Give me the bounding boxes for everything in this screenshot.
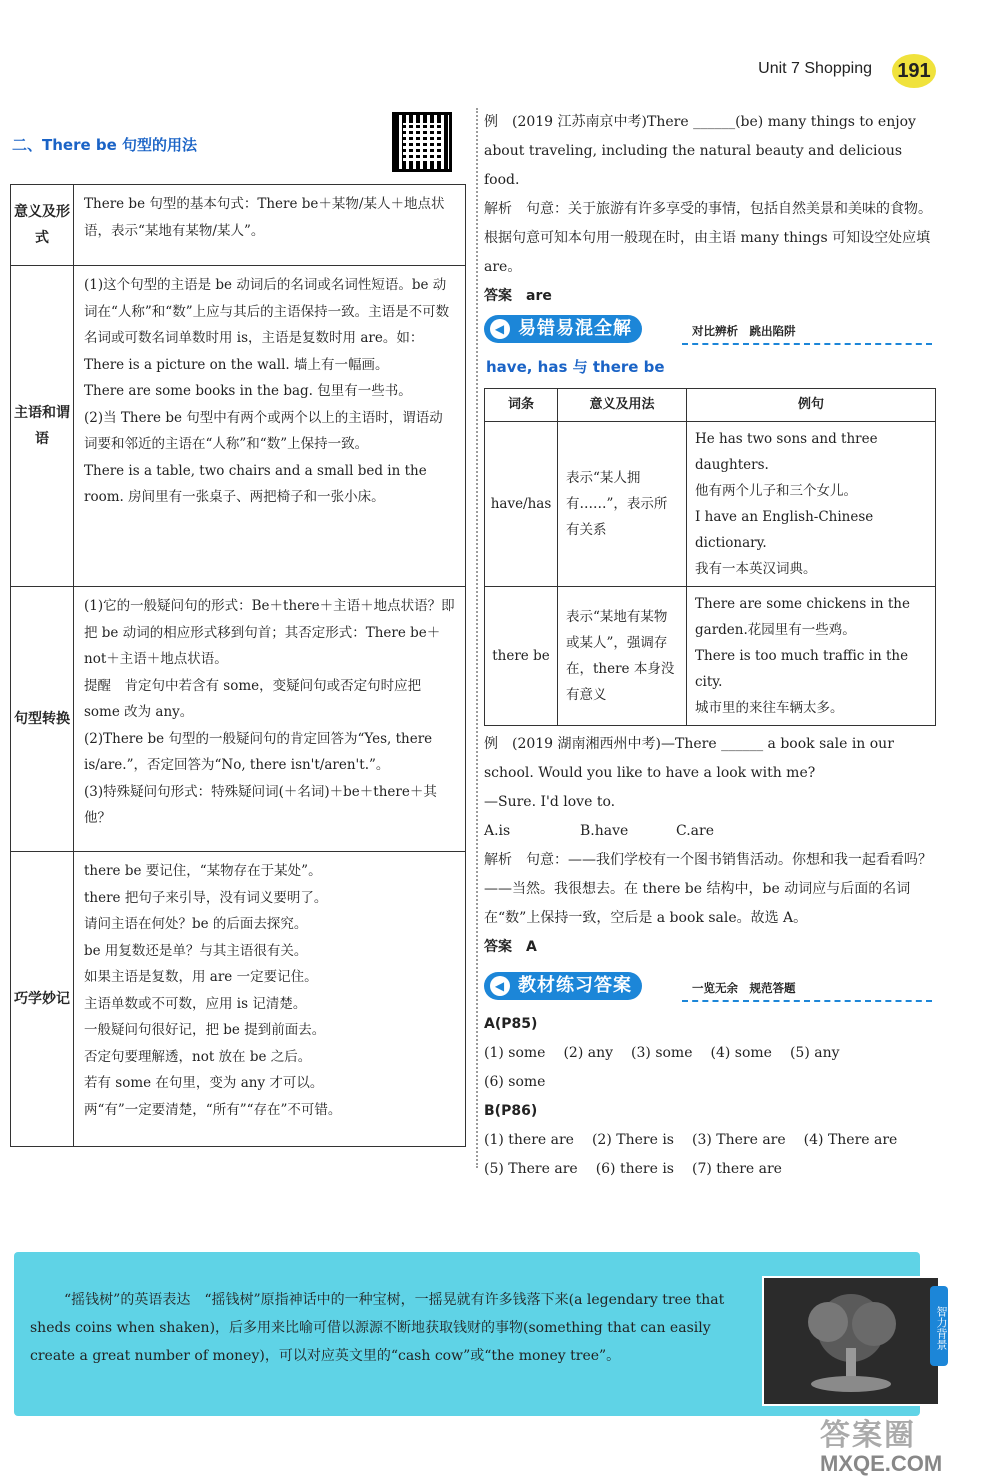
answer-item: (3) There are xyxy=(691,1132,786,1148)
example-reply: —Sure. I'd love to. xyxy=(484,794,616,810)
banner-textbook-answers xyxy=(484,972,932,1002)
row-content xyxy=(74,266,466,587)
example-answer: 答案 A xyxy=(484,939,537,955)
banner-subtitle: 对比辨析 跳出陷阱 xyxy=(692,324,796,338)
term-cell: there be xyxy=(485,587,558,726)
answers-b-title: B(P86) xyxy=(484,1103,538,1119)
table-row xyxy=(485,587,936,726)
qr-code-icon[interactable] xyxy=(392,112,452,172)
content-line: (1)它的一般疑问句的形式：Be＋there＋主语＋地点状语？即把 be 动词的相应形式移到句首；其否定形式：There be＋not＋主语＋地点状语。 xyxy=(84,598,455,667)
banner-subtitle: 一览无余 规范答题 xyxy=(692,981,796,995)
option: A.is xyxy=(484,823,511,839)
example-line: 城市里的来往车辆太多。 xyxy=(695,700,844,716)
table-row xyxy=(485,422,936,587)
table-header-row xyxy=(485,389,936,422)
answers-b-list xyxy=(484,1126,932,1184)
watermark-line: 答案圈 xyxy=(820,1419,916,1452)
content-line: There is a table, two chairs and a small bed in the room. 房间里有一张桌子、两把椅子和一张小床。 xyxy=(84,462,427,505)
answer-item: (4) There are xyxy=(803,1132,898,1148)
running-header: Unit 7 Shopping xyxy=(758,60,872,77)
banner-line xyxy=(682,343,932,345)
tip-text: “摇钱树”的英语表达 “摇钱树”原指神话中的一种宝树，一摇晃就有许多钱落下来(a legendary tree that sheds coins when shaken)，后多用来比喻可借以源源不断地获取钱财的事物(something that can easily create a great number of money)，可以对应英文里的“cash cow”或“the money tree”。 xyxy=(30,1292,725,1364)
answer-item: (4) some xyxy=(710,1045,772,1061)
right-column xyxy=(484,108,932,1184)
term-cell: have/has xyxy=(485,422,558,587)
answer-item: (5) There are xyxy=(484,1161,578,1177)
page-number: 191 xyxy=(892,54,936,88)
answer-item: (5) any xyxy=(789,1045,840,1061)
example-cell xyxy=(687,587,936,726)
row-content xyxy=(74,587,466,852)
row-content xyxy=(74,852,466,1147)
column-header: 例句 xyxy=(687,389,936,422)
answers-a-title: A(P85) xyxy=(484,1016,538,1032)
mic-icon: ◀ xyxy=(490,319,510,339)
answer-item: (2) any xyxy=(563,1045,614,1061)
content-line: 主语单数或不可数，应用 is 记清楚。 xyxy=(84,995,307,1012)
content-line: (1)这个句型的主语是 be 动词后的名词或名词性短语。be 动词在“人称”和“数”上应与其后的主语保持一致。主语是不可数名词或可数名词单数时用 is，主语是复数时用 are。如： xyxy=(84,277,450,346)
banner-title-text: 教材练习答案 xyxy=(518,975,632,996)
banner-title xyxy=(484,972,642,1000)
tip-box xyxy=(14,1252,920,1416)
content-line: 一般疑问句很好记，把 be 提到前面去。 xyxy=(84,1022,326,1038)
example-analysis: 解析 句意：关于旅游有许多享受的事情，包括自然美景和美味的食物。根据句意可知本句用一般现在时，由主语 many things 可知设空处应填 are。 xyxy=(484,201,932,275)
watermark-logo xyxy=(820,1420,990,1476)
content-line: There is a picture on the wall. 墙上有一幅画。 xyxy=(84,356,389,373)
answers-a-list xyxy=(484,1039,932,1097)
row-label: 巧学妙记 xyxy=(11,852,74,1147)
banner-title-text: 易错易混全解 xyxy=(518,318,632,339)
answer-item: (1) some xyxy=(484,1045,546,1061)
content-line: 请问主语在何处？be 的后面去探究。 xyxy=(84,916,308,932)
content-line: (2)当 There be 句型中有两个或两个以上的主语时，谓语动词要和邻近的主语在“人称”和“数”上保持一致。 xyxy=(84,409,443,452)
content-line: (3)特殊疑问句形式：特殊疑问词(＋名词)＋be＋there＋其他？ xyxy=(84,783,437,826)
column-divider xyxy=(476,108,478,1168)
example-cell xyxy=(687,422,936,587)
watermark-line: MXQE.COM xyxy=(820,1451,943,1476)
banner-title xyxy=(484,315,642,343)
table-row xyxy=(11,266,466,587)
content-line: There are some books in the bag. 包里有一些书。 xyxy=(84,383,412,399)
example-line: 我有一本英汉词典。 xyxy=(695,561,817,577)
banner-line xyxy=(682,1000,932,1002)
example-answer: 答案 are xyxy=(484,288,552,304)
example-line: There are some chickens in the garden.花园里有一些鸡。 xyxy=(695,596,910,638)
content-line: (2)There be 句型的一般疑问句的肯定回答为“Yes, there is/are.”，否定回答为“No, there isn't/aren't.”。 xyxy=(84,730,433,773)
meaning-cell: 表示“某地有某物或某人”，强调存在，there 本身没有意义 xyxy=(558,587,687,726)
row-label: 主语和谓语 xyxy=(11,266,74,587)
answer-item: (6) some xyxy=(484,1074,546,1090)
compare-title: have, has 与 there be xyxy=(486,358,665,376)
money-tree-icon xyxy=(776,1286,926,1396)
tip-tab: 智力背景 xyxy=(930,1286,948,1366)
table-row xyxy=(11,185,466,266)
mic-icon: ◀ xyxy=(490,976,510,996)
example-question: 例 (2019 江苏南京中考)There ______(be) many things to enjoy about traveling, including the natural beauty and delicious food. xyxy=(484,114,916,188)
row-label: 意义及形式 xyxy=(11,185,74,266)
example-options xyxy=(484,817,932,846)
grammar-table xyxy=(10,184,466,1147)
banner-confusables xyxy=(484,315,932,345)
content-line: 两“有”一定要清楚，“所有”“存在”不可错。 xyxy=(84,1101,342,1118)
option: C.are xyxy=(676,823,714,839)
content-line: 如果主语是复数，用 are 一定要记住。 xyxy=(84,969,318,985)
content-line: there be 要记住，“某物存在于某处”。 xyxy=(84,863,322,879)
example-line: There is too much traffic in the city. xyxy=(695,648,909,690)
answer-item: (7) there are xyxy=(692,1161,782,1177)
compare-table xyxy=(484,388,936,726)
example-question: 例 (2019 湖南湘西州中考)—There ______ a book sale in our school. Would you like to have a look with me? xyxy=(484,736,894,781)
content-line: There be 句型的基本句式：There be＋某物/某人＋地点状语，表示“某地有某物/某人”。 xyxy=(84,196,445,239)
table-row xyxy=(11,852,466,1147)
answer-item: (1) there are xyxy=(484,1132,574,1148)
money-tree-photo xyxy=(762,1276,940,1406)
answer-item: (2) There is xyxy=(591,1132,674,1148)
option: B.have xyxy=(580,823,629,839)
content-line: 否定句要理解透，not 放在 be 之后。 xyxy=(84,1048,312,1065)
content-line: be 用复数还是单？与其主语很有关。 xyxy=(84,942,308,959)
section-title: 二、There be 句型的用法 xyxy=(12,136,198,154)
example-line: 他有两个儿子和三个女儿。 xyxy=(695,483,857,499)
row-label: 句型转换 xyxy=(11,587,74,852)
example-analysis: 解析 句意：——我们学校有一个图书销售活动。你想和我一起看看吗？——当然。我很想去。在 there be 结构中，be 动词应与后面的名词在“数”上保持一致，空后是 a book sale。故选 A。 xyxy=(484,852,932,926)
column-header: 意义及用法 xyxy=(558,389,687,422)
content-line: 提醒 肯定句中若含有 some，变疑问句或否定句时应把 some 改为 any。 xyxy=(84,677,422,720)
example-line: I have an English-Chinese dictionary. xyxy=(695,509,874,551)
content-line: there 把句子来引导，没有词义要明了。 xyxy=(84,889,328,906)
content-line: 若有 some 在句里，变为 any 才可以。 xyxy=(84,1075,324,1091)
table-row xyxy=(11,587,466,852)
example-line: He has two sons and three daughters. xyxy=(695,431,878,473)
meaning-cell: 表示“某人拥有……”，表示所有关系 xyxy=(558,422,687,587)
row-content xyxy=(74,185,466,266)
column-header: 词条 xyxy=(485,389,558,422)
answer-item: (3) some xyxy=(631,1045,693,1061)
answer-item: (6) there is xyxy=(595,1161,674,1177)
